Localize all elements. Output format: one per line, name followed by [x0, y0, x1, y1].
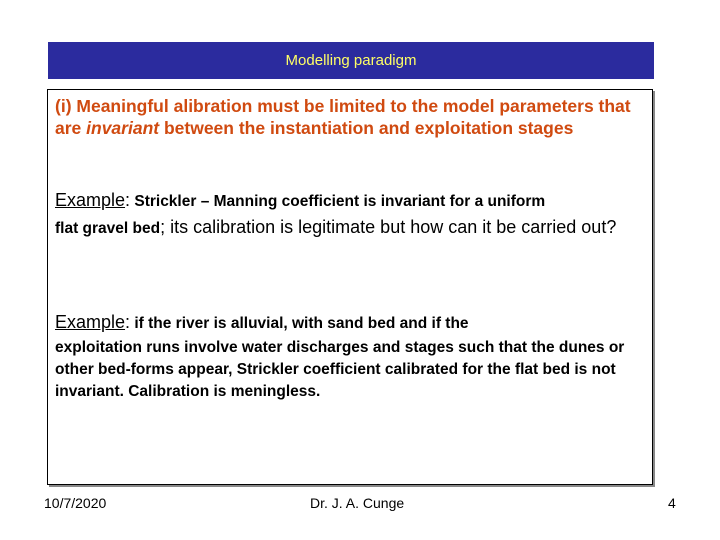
slide-title-bar — [48, 42, 654, 79]
principle-italic-word: invariant — [86, 118, 160, 138]
example-1-text-c: ; its calibration is legitimate but how can it be carried out? — [160, 217, 617, 237]
example-1-text-a: Strickler – Manning coefficient is invariant for a uniform — [130, 193, 546, 210]
example-2-label: Example — [55, 312, 126, 332]
example-1-colon: : — [125, 190, 131, 210]
principle-text-start: (i) Meaningful alibration must be limited to the model parameters that are — [55, 96, 631, 138]
example-1-label: Example — [55, 190, 126, 210]
principle-text-end: between the instantiation and exploitation stages — [159, 118, 574, 138]
example-2 — [55, 312, 650, 403]
footer-date: 10/7/2020 — [44, 495, 107, 511]
slide-title: Modelling paradigm — [285, 52, 417, 69]
example-2-body: exploitation runs involve water discharges and stages such that the dunes or other bed-forms appear, Strickler coefficient calibrated for the flat bed is not invariant. Calibration is meningless. — [55, 339, 625, 400]
footer-author: Dr. J. A. Cunge — [310, 495, 405, 511]
principle-paragraph — [55, 95, 645, 139]
example-1 — [55, 190, 650, 240]
example-1-text-b: flat gravel bed — [55, 220, 161, 237]
footer-page-number: 4 — [668, 495, 676, 511]
content-box — [47, 89, 653, 485]
example-2-colon: : — [125, 312, 131, 332]
example-2-first-line: if the river is alluvial, with sand bed and if the — [130, 315, 469, 332]
example-1-line2 — [55, 215, 650, 240]
